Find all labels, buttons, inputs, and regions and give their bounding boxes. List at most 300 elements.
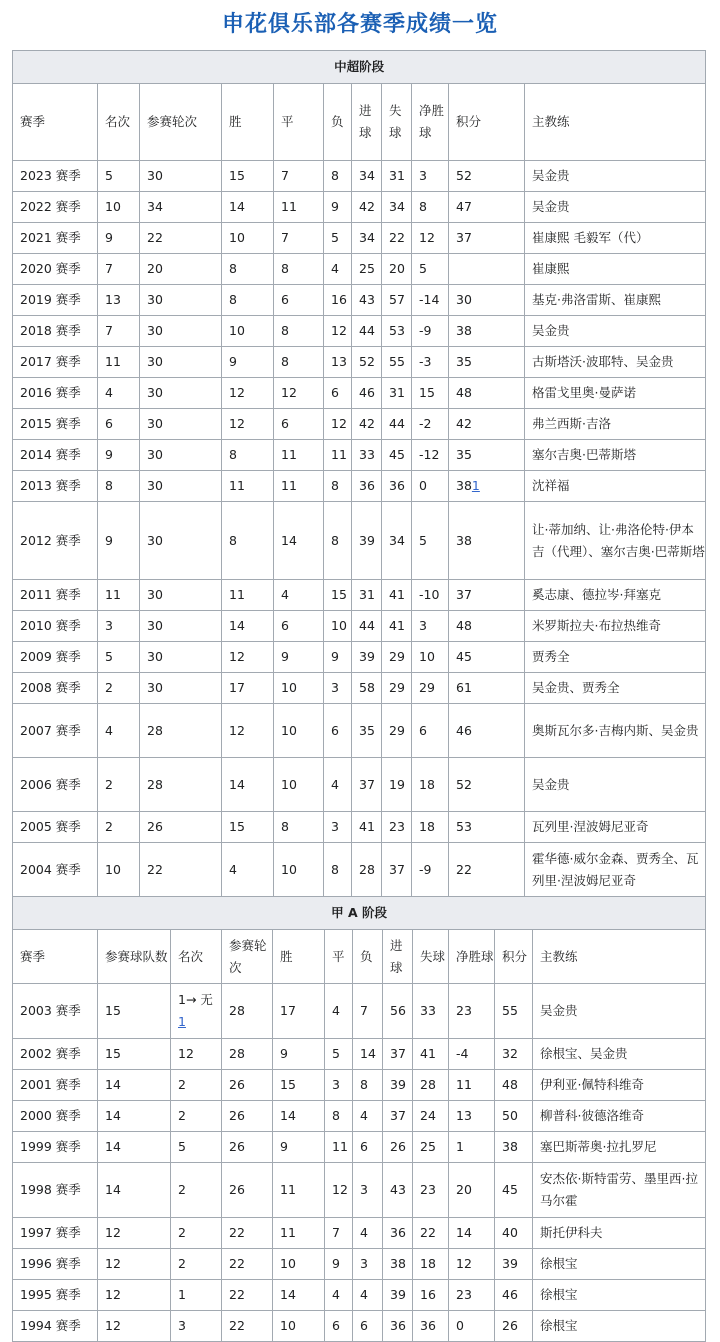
table-cell: 12 bbox=[222, 378, 274, 409]
table-row bbox=[13, 1249, 706, 1280]
table-cell: 6 bbox=[274, 611, 324, 642]
table-cell: 6 bbox=[325, 1311, 353, 1342]
table-cell: 18 bbox=[413, 1249, 449, 1280]
table-cell: 14 bbox=[98, 1101, 171, 1132]
table-cell: 4 bbox=[325, 1280, 353, 1311]
table-cell: 24 bbox=[413, 1101, 449, 1132]
table-cell: 2012 赛季 bbox=[13, 502, 98, 580]
column-header: 净胜球 bbox=[449, 930, 495, 984]
table-cell: 13 bbox=[449, 1101, 495, 1132]
table-cell: 2018 赛季 bbox=[13, 316, 98, 347]
table-cell: 36 bbox=[413, 1311, 449, 1342]
table-cell: 2011 赛季 bbox=[13, 580, 98, 611]
table-cell: 3 bbox=[412, 611, 449, 642]
table-cell: 41 bbox=[413, 1039, 449, 1070]
table-cell: 55 bbox=[495, 984, 533, 1039]
table-cell: 34 bbox=[352, 161, 382, 192]
table-cell: 3 bbox=[324, 812, 352, 843]
table-cell: -9 bbox=[412, 843, 449, 897]
table-cell: 26 bbox=[222, 1070, 273, 1101]
table-cell: 5 bbox=[171, 1132, 222, 1163]
table-cell: 15 bbox=[324, 580, 352, 611]
table-cell: 22 bbox=[222, 1218, 273, 1249]
table-cell: 4 bbox=[98, 704, 140, 758]
table-cell: 14 bbox=[274, 502, 324, 580]
column-header: 净胜球 bbox=[412, 84, 449, 161]
table-cell: 22 bbox=[222, 1311, 273, 1342]
table-cell: 22 bbox=[140, 223, 222, 254]
table-cell: 塞巴斯蒂奥·拉扎罗尼 bbox=[533, 1132, 706, 1163]
table-cell: 12 bbox=[412, 223, 449, 254]
table-cell: 2015 赛季 bbox=[13, 409, 98, 440]
table-cell: 22 bbox=[382, 223, 412, 254]
table-cell: 11 bbox=[274, 471, 324, 502]
table-cell: 9 bbox=[98, 223, 140, 254]
table-cell: 5 bbox=[325, 1039, 353, 1070]
table-cell: 37 bbox=[383, 1101, 413, 1132]
table-cell: -9 bbox=[412, 316, 449, 347]
table-cell: 12 bbox=[171, 1039, 222, 1070]
table-row bbox=[13, 316, 706, 347]
table-cell: 2022 赛季 bbox=[13, 192, 98, 223]
table-cell: 7 bbox=[353, 984, 383, 1039]
table-cell: 13 bbox=[324, 347, 352, 378]
table-row bbox=[13, 812, 706, 843]
table-cell: 0 bbox=[412, 471, 449, 502]
table-cell: 3 bbox=[412, 161, 449, 192]
table-cell: 42 bbox=[352, 409, 382, 440]
table-cell: 33 bbox=[413, 984, 449, 1039]
table-cell: 2013 赛季 bbox=[13, 471, 98, 502]
table-cell: 37 bbox=[352, 758, 382, 812]
table-cell: 11 bbox=[222, 471, 274, 502]
table-cell: 16 bbox=[413, 1280, 449, 1311]
table-cell: 8 bbox=[274, 254, 324, 285]
table-row bbox=[13, 1039, 706, 1070]
table-cell: 12 bbox=[324, 316, 352, 347]
table-cell: 8 bbox=[353, 1070, 383, 1101]
table-cell: 38 bbox=[449, 502, 525, 580]
table-cell: 37 bbox=[449, 580, 525, 611]
table-cell: 2019 赛季 bbox=[13, 285, 98, 316]
table-cell: 7 bbox=[274, 223, 324, 254]
table-cell: 39 bbox=[383, 1070, 413, 1101]
table-row bbox=[13, 758, 706, 812]
table-cell: 34 bbox=[382, 192, 412, 223]
table-cell: 18 bbox=[412, 812, 449, 843]
table-cell: 32 bbox=[495, 1039, 533, 1070]
table-cell: 9 bbox=[324, 642, 352, 673]
table-cell: -12 bbox=[412, 440, 449, 471]
table-cell: 米罗斯拉夫·布拉热维奇 bbox=[525, 611, 706, 642]
table-cell: 贾秀全 bbox=[525, 642, 706, 673]
table-cell: 14 bbox=[273, 1280, 325, 1311]
table-cell: 381 bbox=[449, 471, 525, 502]
table-cell: 12 bbox=[325, 1163, 353, 1218]
column-header: 进球 bbox=[352, 84, 382, 161]
table-cell: 1997 赛季 bbox=[13, 1218, 98, 1249]
csl-section-title: 中超阶段 bbox=[13, 51, 706, 84]
column-header: 主教练 bbox=[533, 930, 706, 984]
table-row bbox=[13, 409, 706, 440]
table-cell: 2 bbox=[171, 1101, 222, 1132]
table-cell: 28 bbox=[413, 1070, 449, 1101]
table-cell: 2009 赛季 bbox=[13, 642, 98, 673]
table-cell: 20 bbox=[140, 254, 222, 285]
table-cell: 28 bbox=[222, 1039, 273, 1070]
table-cell: 30 bbox=[140, 673, 222, 704]
table-cell: 11 bbox=[325, 1132, 353, 1163]
table-cell: 1999 赛季 bbox=[13, 1132, 98, 1163]
table-cell: 12 bbox=[449, 1249, 495, 1280]
table-cell: 30 bbox=[140, 642, 222, 673]
table-row bbox=[13, 580, 706, 611]
table-cell: 2 bbox=[171, 1070, 222, 1101]
table-cell: 25 bbox=[352, 254, 382, 285]
table-cell: 4 bbox=[222, 843, 274, 897]
table-cell: 9 bbox=[98, 502, 140, 580]
table-cell: 46 bbox=[449, 704, 525, 758]
table-cell: 2006 赛季 bbox=[13, 758, 98, 812]
column-header: 积分 bbox=[495, 930, 533, 984]
column-header: 负 bbox=[324, 84, 352, 161]
table-cell: 4 bbox=[324, 254, 352, 285]
table-cell: 1995 赛季 bbox=[13, 1280, 98, 1311]
column-header: 平 bbox=[325, 930, 353, 984]
table-cell: 吴金贵 bbox=[525, 316, 706, 347]
table-cell: 9 bbox=[222, 347, 274, 378]
table-cell: 8 bbox=[324, 161, 352, 192]
table-cell: 1994 赛季 bbox=[13, 1311, 98, 1342]
table-cell: 12 bbox=[98, 1311, 171, 1342]
table-cell: 1 bbox=[449, 1132, 495, 1163]
table-cell: 35 bbox=[449, 440, 525, 471]
table-cell: 2001 赛季 bbox=[13, 1070, 98, 1101]
table-cell: 26 bbox=[383, 1132, 413, 1163]
table-row bbox=[13, 611, 706, 642]
table-cell: 35 bbox=[352, 704, 382, 758]
table-cell: -3 bbox=[412, 347, 449, 378]
table-cell: 10 bbox=[274, 758, 324, 812]
table-cell: 12 bbox=[222, 704, 274, 758]
table-cell: 40 bbox=[495, 1218, 533, 1249]
footnote-link[interactable]: 1 bbox=[471, 478, 480, 493]
table-cell: 38 bbox=[449, 316, 525, 347]
table-cell: 31 bbox=[382, 161, 412, 192]
table-cell: 26 bbox=[495, 1311, 533, 1342]
table-cell: 瓦列里·涅波姆尼亚奇 bbox=[525, 812, 706, 843]
table-cell: 4 bbox=[324, 758, 352, 812]
table-cell: 34 bbox=[382, 502, 412, 580]
table-cell: 55 bbox=[382, 347, 412, 378]
table-cell: 2007 赛季 bbox=[13, 704, 98, 758]
table-cell: 11 bbox=[98, 580, 140, 611]
table-cell: 37 bbox=[449, 223, 525, 254]
table-cell: 28 bbox=[352, 843, 382, 897]
table-cell: 20 bbox=[382, 254, 412, 285]
table-cell: 4 bbox=[325, 984, 353, 1039]
column-header: 名次 bbox=[171, 930, 222, 984]
table-cell: 9 bbox=[273, 1039, 325, 1070]
table-cell: 34 bbox=[140, 192, 222, 223]
table-cell: -4 bbox=[449, 1039, 495, 1070]
table-cell: 崔康熙 毛毅军（代） bbox=[525, 223, 706, 254]
table-cell: 8 bbox=[324, 843, 352, 897]
table-cell: 10 bbox=[274, 843, 324, 897]
table-row bbox=[13, 347, 706, 378]
table-cell: 1998 赛季 bbox=[13, 1163, 98, 1218]
table-cell: 6 bbox=[324, 378, 352, 409]
table-cell: 2 bbox=[171, 1249, 222, 1280]
table-cell: 4 bbox=[353, 1218, 383, 1249]
table-cell: 39 bbox=[383, 1280, 413, 1311]
table-cell: 12 bbox=[222, 642, 274, 673]
table-cell: 26 bbox=[222, 1163, 273, 1218]
table-cell: 46 bbox=[352, 378, 382, 409]
table-cell: 8 bbox=[274, 347, 324, 378]
table-cell: 安杰依·斯特雷劳、墨里西·拉马尔霍 bbox=[533, 1163, 706, 1218]
table-cell: 6 bbox=[324, 704, 352, 758]
table-cell: 39 bbox=[495, 1249, 533, 1280]
table-cell: 1 bbox=[171, 1280, 222, 1311]
table-row bbox=[13, 1218, 706, 1249]
table-cell: 50 bbox=[495, 1101, 533, 1132]
table-cell: 徐根宝 bbox=[533, 1280, 706, 1311]
table-row bbox=[13, 1280, 706, 1311]
table-cell: 14 bbox=[222, 192, 274, 223]
table-cell: 44 bbox=[352, 611, 382, 642]
table-cell: -2 bbox=[412, 409, 449, 440]
table-cell: 10 bbox=[273, 1249, 325, 1280]
table-cell: 4 bbox=[274, 580, 324, 611]
table-row bbox=[13, 502, 706, 580]
column-header: 失球 bbox=[413, 930, 449, 984]
table-cell: 30 bbox=[140, 378, 222, 409]
table-cell: 8 bbox=[324, 502, 352, 580]
table-cell: 2 bbox=[171, 1163, 222, 1218]
table-cell: 吴金贵 bbox=[533, 984, 706, 1039]
column-header: 进球 bbox=[383, 930, 413, 984]
table-cell: 14 bbox=[222, 611, 274, 642]
table-cell: 25 bbox=[413, 1132, 449, 1163]
table-cell: 11 bbox=[324, 440, 352, 471]
table-cell: 15 bbox=[412, 378, 449, 409]
table-cell: 26 bbox=[222, 1101, 273, 1132]
table-cell: 让·蒂加纳、让·弗洛伦特·伊本吉（代理）、塞尔吉奥·巴蒂斯塔 bbox=[525, 502, 706, 580]
table-cell: 11 bbox=[273, 1218, 325, 1249]
table-cell: 4 bbox=[353, 1280, 383, 1311]
table-cell: 30 bbox=[140, 409, 222, 440]
table-cell: 58 bbox=[352, 673, 382, 704]
table-row bbox=[13, 673, 706, 704]
table-cell: 15 bbox=[98, 984, 171, 1039]
table-cell: 14 bbox=[222, 758, 274, 812]
table-row bbox=[13, 642, 706, 673]
table-cell: 1→ 无 1 bbox=[171, 984, 222, 1039]
table-cell: 5 bbox=[98, 642, 140, 673]
table-row bbox=[13, 192, 706, 223]
table-cell: 2021 赛季 bbox=[13, 223, 98, 254]
table-cell: 31 bbox=[382, 378, 412, 409]
table-cell: 吴金贵、贾秀全 bbox=[525, 673, 706, 704]
table-cell: 28 bbox=[140, 758, 222, 812]
column-header: 赛季 bbox=[13, 84, 98, 161]
table-cell: 5 bbox=[324, 223, 352, 254]
jia-a-section-title: 甲 A 阶段 bbox=[13, 897, 706, 930]
table-row bbox=[13, 254, 706, 285]
table-cell: 45 bbox=[382, 440, 412, 471]
column-header: 参赛轮次 bbox=[140, 84, 222, 161]
table-cell: 格雷戈里奥·曼萨诺 bbox=[525, 378, 706, 409]
column-header: 胜 bbox=[273, 930, 325, 984]
table-cell: 44 bbox=[382, 409, 412, 440]
table-cell: 17 bbox=[273, 984, 325, 1039]
table-cell: 9 bbox=[325, 1249, 353, 1280]
table-cell: 43 bbox=[383, 1163, 413, 1218]
table-cell: 10 bbox=[412, 642, 449, 673]
table-cell: 30 bbox=[140, 285, 222, 316]
table-cell: 3 bbox=[353, 1249, 383, 1280]
table-cell: -10 bbox=[412, 580, 449, 611]
table-cell: 徐根宝 bbox=[533, 1249, 706, 1280]
table-cell: 2023 赛季 bbox=[13, 161, 98, 192]
table-cell: 徐根宝、吴金贵 bbox=[533, 1039, 706, 1070]
table-cell: 8 bbox=[325, 1101, 353, 1132]
table-row bbox=[13, 1070, 706, 1101]
table-cell: 52 bbox=[449, 161, 525, 192]
table-cell: 沈祥福 bbox=[525, 471, 706, 502]
table-cell: 10 bbox=[98, 192, 140, 223]
table-cell: 14 bbox=[98, 1132, 171, 1163]
table-row bbox=[13, 704, 706, 758]
table-cell: 12 bbox=[98, 1218, 171, 1249]
table-cell: 22 bbox=[413, 1218, 449, 1249]
table-cell: 14 bbox=[353, 1039, 383, 1070]
footnote-link[interactable]: 1 bbox=[178, 1014, 186, 1029]
table-cell: 61 bbox=[449, 673, 525, 704]
column-header: 平 bbox=[274, 84, 324, 161]
table-cell: 39 bbox=[352, 502, 382, 580]
table-cell: 26 bbox=[222, 1132, 273, 1163]
table-row bbox=[13, 440, 706, 471]
table-cell: 3 bbox=[98, 611, 140, 642]
table-cell: 2008 赛季 bbox=[13, 673, 98, 704]
table-cell: 22 bbox=[222, 1280, 273, 1311]
table-cell: 2020 赛季 bbox=[13, 254, 98, 285]
table-cell: 2003 赛季 bbox=[13, 984, 98, 1039]
table-row bbox=[13, 378, 706, 409]
table-cell: 15 bbox=[98, 1039, 171, 1070]
table-cell: 12 bbox=[98, 1280, 171, 1311]
table-row bbox=[13, 161, 706, 192]
table-cell: 14 bbox=[98, 1070, 171, 1101]
table-cell: 23 bbox=[413, 1163, 449, 1218]
table-cell: 22 bbox=[449, 843, 525, 897]
table-cell: 柳普科·彼德洛维奇 bbox=[533, 1101, 706, 1132]
table-cell: 38 bbox=[383, 1249, 413, 1280]
table-row bbox=[13, 1163, 706, 1218]
table-cell: 崔康熙 bbox=[525, 254, 706, 285]
table-cell: 6 bbox=[274, 285, 324, 316]
table-cell: 11 bbox=[274, 440, 324, 471]
table-cell: 36 bbox=[382, 471, 412, 502]
table-cell: 伊利亚·佩特科维奇 bbox=[533, 1070, 706, 1101]
table-cell: 徐根宝 bbox=[533, 1311, 706, 1342]
table-cell: 8 bbox=[412, 192, 449, 223]
table-cell: 41 bbox=[352, 812, 382, 843]
table-cell: 11 bbox=[274, 192, 324, 223]
table-cell: 7 bbox=[98, 316, 140, 347]
table-cell: 2 bbox=[98, 673, 140, 704]
table-cell: 3 bbox=[324, 673, 352, 704]
table-cell: 2016 赛季 bbox=[13, 378, 98, 409]
table-cell: 38 bbox=[495, 1132, 533, 1163]
table-cell: 48 bbox=[495, 1070, 533, 1101]
table-cell: 吴金贵 bbox=[525, 758, 706, 812]
csl-header-row bbox=[13, 84, 706, 161]
table-cell: 10 bbox=[222, 316, 274, 347]
table-cell: 29 bbox=[382, 673, 412, 704]
table-cell: 12 bbox=[222, 409, 274, 440]
table-cell: 33 bbox=[352, 440, 382, 471]
table-cell: 52 bbox=[449, 758, 525, 812]
table-cell: 34 bbox=[352, 223, 382, 254]
table-cell: 20 bbox=[449, 1163, 495, 1218]
table-cell: 2 bbox=[98, 758, 140, 812]
table-cell: 10 bbox=[274, 704, 324, 758]
table-cell: 45 bbox=[449, 642, 525, 673]
table-cell: 46 bbox=[495, 1280, 533, 1311]
table-cell: 53 bbox=[449, 812, 525, 843]
table-cell: 30 bbox=[140, 471, 222, 502]
table-cell: 52 bbox=[352, 347, 382, 378]
table-cell: 17 bbox=[222, 673, 274, 704]
table-cell: 古斯塔沃·波耶特、吴金贵 bbox=[525, 347, 706, 378]
table-cell: 48 bbox=[449, 378, 525, 409]
table-cell: 8 bbox=[324, 471, 352, 502]
table-cell: 57 bbox=[382, 285, 412, 316]
table-cell: 奚志康、德拉岑·拜塞克 bbox=[525, 580, 706, 611]
column-header: 参赛轮次 bbox=[222, 930, 273, 984]
table-cell: 7 bbox=[325, 1218, 353, 1249]
table-cell: 8 bbox=[222, 440, 274, 471]
table-cell: 11 bbox=[222, 580, 274, 611]
table-row bbox=[13, 984, 706, 1039]
jia-a-table bbox=[12, 896, 706, 1342]
table-cell: 12 bbox=[98, 1249, 171, 1280]
table-cell: 16 bbox=[324, 285, 352, 316]
table-cell: 30 bbox=[140, 502, 222, 580]
table-cell: 2014 赛季 bbox=[13, 440, 98, 471]
column-header: 赛季 bbox=[13, 930, 98, 984]
table-cell: 48 bbox=[449, 611, 525, 642]
table-row bbox=[13, 285, 706, 316]
table-cell: 41 bbox=[382, 580, 412, 611]
table-cell: 11 bbox=[449, 1070, 495, 1101]
table-cell: 14 bbox=[449, 1218, 495, 1249]
table-cell: 35 bbox=[449, 347, 525, 378]
table-cell: -14 bbox=[412, 285, 449, 316]
table-cell: 10 bbox=[98, 843, 140, 897]
table-cell: 30 bbox=[140, 316, 222, 347]
table-cell: 5 bbox=[412, 502, 449, 580]
table-cell: 14 bbox=[98, 1163, 171, 1218]
table-cell: 37 bbox=[383, 1039, 413, 1070]
table-cell: 3 bbox=[353, 1163, 383, 1218]
table-cell bbox=[449, 254, 525, 285]
table-row bbox=[13, 1101, 706, 1132]
table-cell: 22 bbox=[140, 843, 222, 897]
